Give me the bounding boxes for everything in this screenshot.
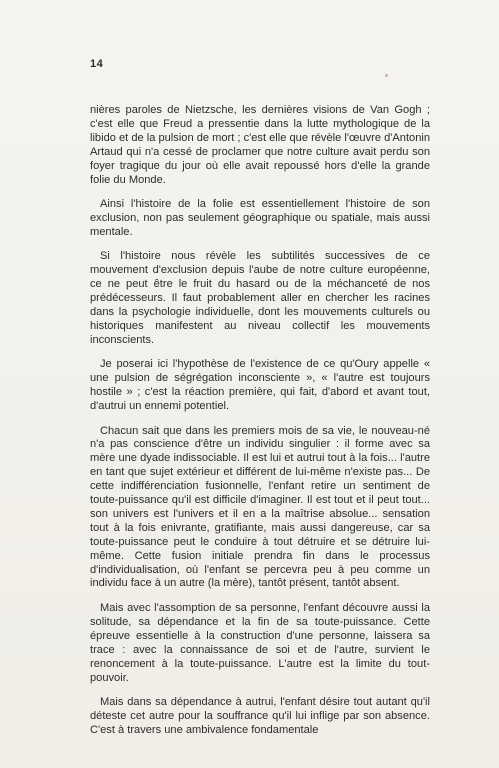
paragraph-4: Je poserai ici l'hypothèse de l'existence de ce qu'Oury appelle « une pulsion de ségrégation inconsciente », « l'autre est toujours hostile » ; c'est la réaction première, qui fait, d'abord et avant tout, d'autrui un ennemi potentiel.: [90, 358, 430, 412]
paragraph-1: nières paroles de Nietzsche, les dernières visions de Van Gogh ; c'est elle que Freud a pressentie dans la lutte mythologique de la libido et de la pulsion de mort ; c'est elle que révèle l'œuvre d'Antonin Artaud qui n'a cessé de proclamer que notre culture avait perdu son foyer tragique du jour où elle avait repoussé hors d'elle la grande folie du Monde.: [90, 104, 430, 186]
paper-speck: [385, 74, 388, 77]
body-text: [90, 104, 430, 748]
page-number: 14: [90, 58, 104, 70]
paragraph-3: Si l'histoire nous révèle les subtilités successives de ce mouvement d'exclusion depuis l'aube de notre culture européenne, ce ne peut être le fruit du hasard ou de la méchanceté de nos prédécesseurs. Il faut probablement aller en chercher les racines dans la psychologie individuelle, dont les mouvements culturels ou historiques manifestent au niveau collectif les mouvements inconscients.: [90, 250, 430, 346]
paragraph-2: Ainsi l'histoire de la folie est essentiellement l'histoire de son exclusion, non pas seulement géographique ou spatiale, mais aussi mentale.: [90, 198, 430, 238]
paragraph-7: Mais dans sa dépendance à autrui, l'enfant désire tout autant qu'il déteste cet autre pour la souffrance qu'il lui inflige par son absence. C'est à travers une ambivalence fondamentale: [90, 696, 430, 736]
paragraph-5: Chacun sait que dans les premiers mois de sa vie, le nouveau-né n'a pas conscience d'être un individu singulier : il forme avec sa mère une dyade indissociable. Il est lui et autrui tout à la fois... l'autre en tant que sujet extérieur et différent de lui-même n'existe pas... De cette indifférenciation fusionnelle, l'enfant retire un sentiment de toute-puissance qu'il est difficile d'imaginer. Il est tout et il peut tout... son univers est l'univers et il en a la maîtrise absolue... sensation tout à la fois enivrante, gratifiante, mais aussi dangereuse, car sa toute-puissance peut le conduire à tout détruire et se détruire lui-même. Cette fusion initiale prendra fin dans le processus d'individualisation, où l'enfant se percevra peu à peu comme un individu face à un autre (la mère), tantôt présent, tantôt absent.: [90, 424, 430, 590]
paragraph-6: Mais avec l'assomption de sa personne, l'enfant découvre aussi la solitude, sa dépendance et la fin de sa toute-puissance. Cette épreuve essentielle à la construction d'une personne, laissera sa trace : avec la connaissance de soi et de l'autre, survient le renoncement à la toute-puissance. L'autre est la limite du tout-pouvoir.: [90, 601, 430, 684]
